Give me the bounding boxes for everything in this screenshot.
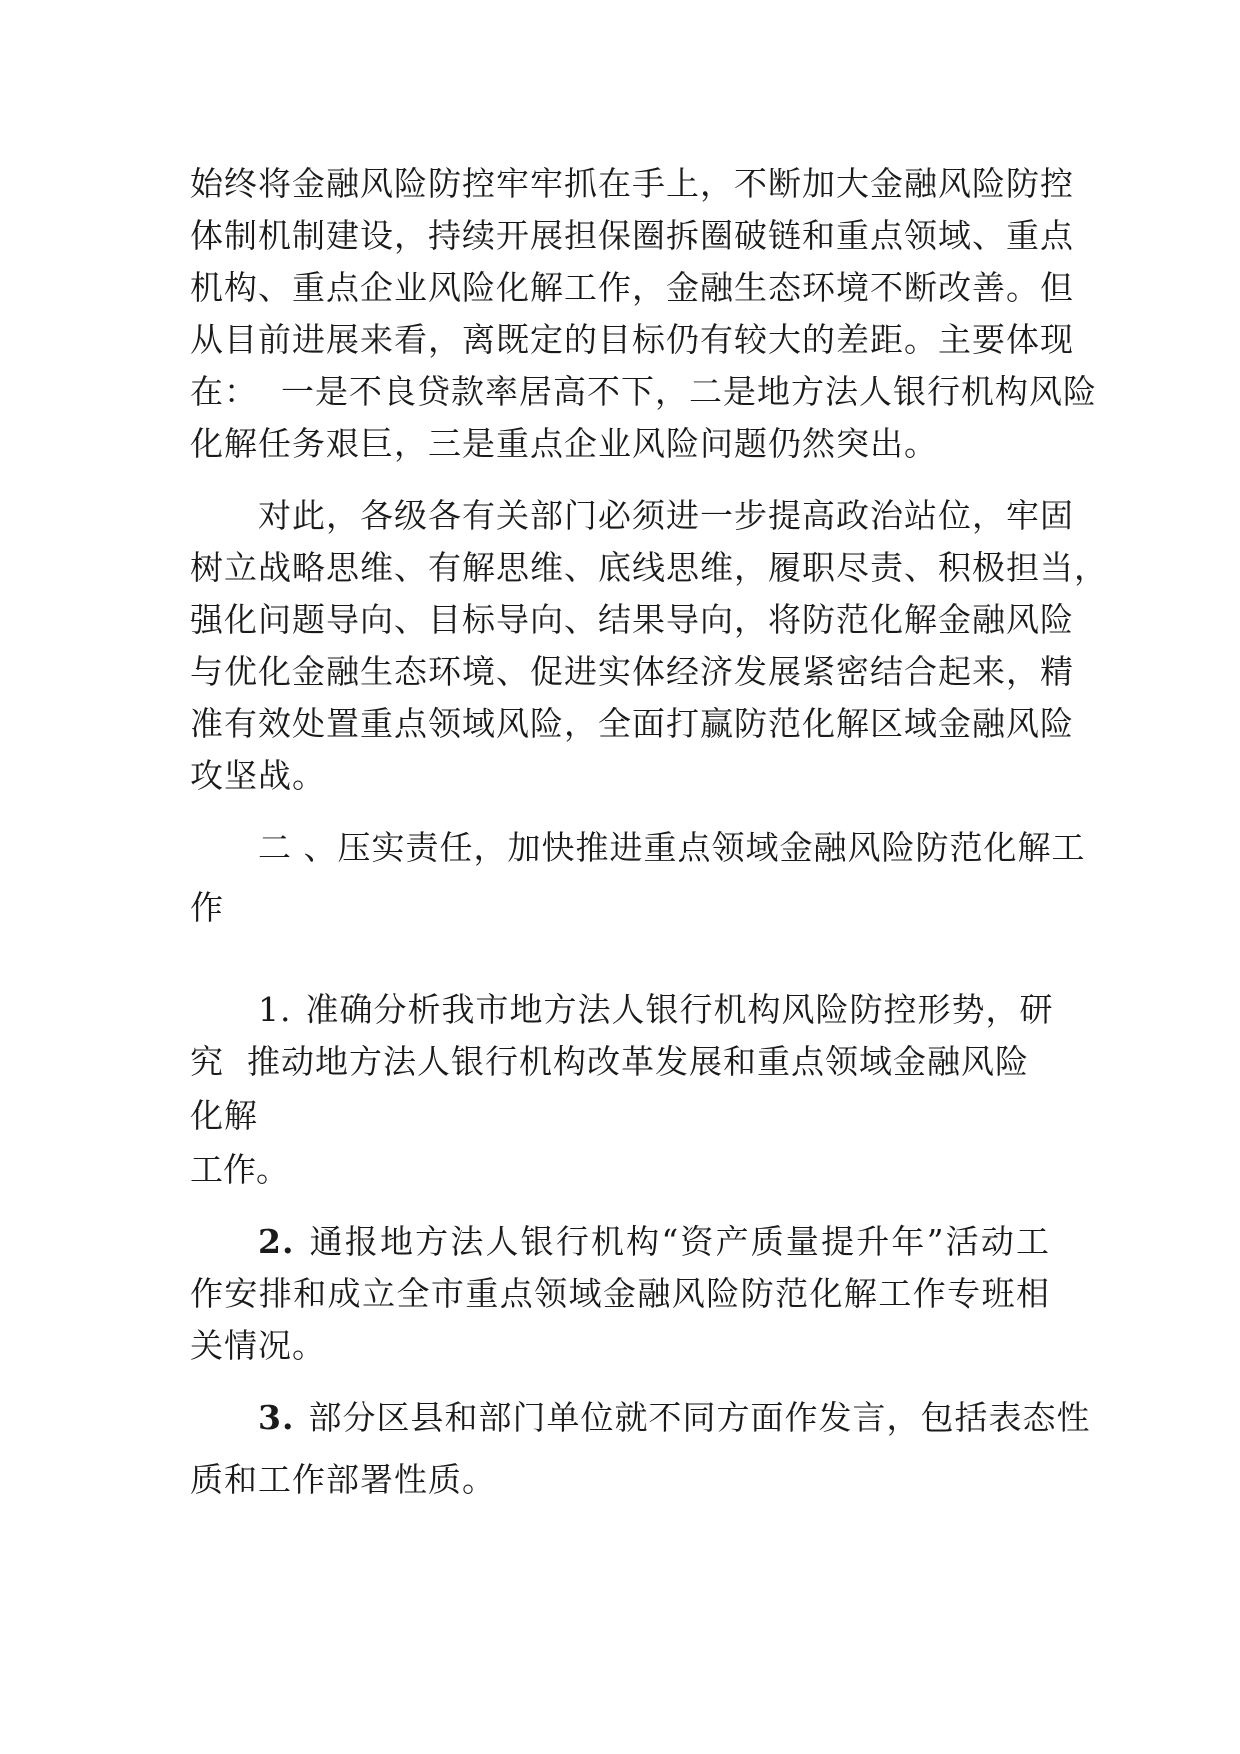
paragraph-line: 始终将金融风险防控牢牢抓在手上，不断加大金融风险防控 [190, 164, 1074, 203]
paragraph-line: 关情况。 [190, 1326, 326, 1365]
paragraph-line: 在： 一是不良贷款率居高不下，二是地方法人银行机构风险 [190, 372, 1097, 411]
paragraph-line: 工作。 [190, 1150, 289, 1189]
list-item-number: 2. [258, 1222, 295, 1261]
paragraph-line: 体制机制建设，持续开展担保圈拆圈破链和重点领域、重点 [190, 216, 1074, 255]
list-item-text: 部分区县和部门单位就不同方面作发言，包括表态性 [308, 1398, 1091, 1437]
list-item-number: 1. [258, 990, 292, 1029]
paragraph-line: 攻坚战。 [190, 756, 326, 795]
paragraph-line: 强化问题导向、目标导向、结果导向，将防范化解金融风险 [190, 600, 1074, 639]
list-item-text: 准确分析我市地方法人银行机构风险防控形势，研 [305, 990, 1054, 1029]
list-item-text: 通报地方法人银行机构“资产质量提升年”活动工 [308, 1222, 1050, 1261]
paragraph-line: 与优化金融生态环境、促进实体经济发展紧密结合起来，精 [190, 652, 1074, 691]
paragraph-line: 质和工作部署性质。 [190, 1460, 496, 1499]
paragraph-line: 机构、重点企业风险化解工作，金融生态环境不断改善。但 [190, 268, 1074, 307]
list-item-first-line [258, 1398, 1091, 1438]
paragraph-line: 树立战略思维、有解思维、底线思维，履职尽责、积极担当， [190, 548, 1108, 587]
list-item-first-line [258, 1222, 1050, 1262]
heading-line: 二 、压实责任，加快推进重点领域金融风险防范化解工 [258, 828, 1086, 867]
list-item-first-line [258, 990, 1054, 1030]
paragraph-line: 化解 [190, 1096, 258, 1135]
paragraph-line: 对此，各级各有关部门必须进一步提高政治站位，牢固 [258, 496, 1074, 535]
paragraph-line: 从目前进展来看，离既定的目标仍有较大的差距。主要体现 [190, 320, 1074, 359]
paragraph-line: 化解任务艰巨，三是重点企业风险问题仍然突出。 [190, 424, 938, 463]
paragraph-line: 作安排和成立全市重点领域金融风险防范化解工作专班相 [190, 1274, 1050, 1313]
paragraph-line: 究 推动地方法人银行机构改革发展和重点领域金融风险 [190, 1042, 1029, 1081]
heading-line: 作 [190, 888, 224, 927]
list-item-number: 3. [258, 1398, 295, 1437]
paragraph-line: 准有效处置重点领域风险，全面打赢防范化解区域金融风险 [190, 704, 1074, 743]
